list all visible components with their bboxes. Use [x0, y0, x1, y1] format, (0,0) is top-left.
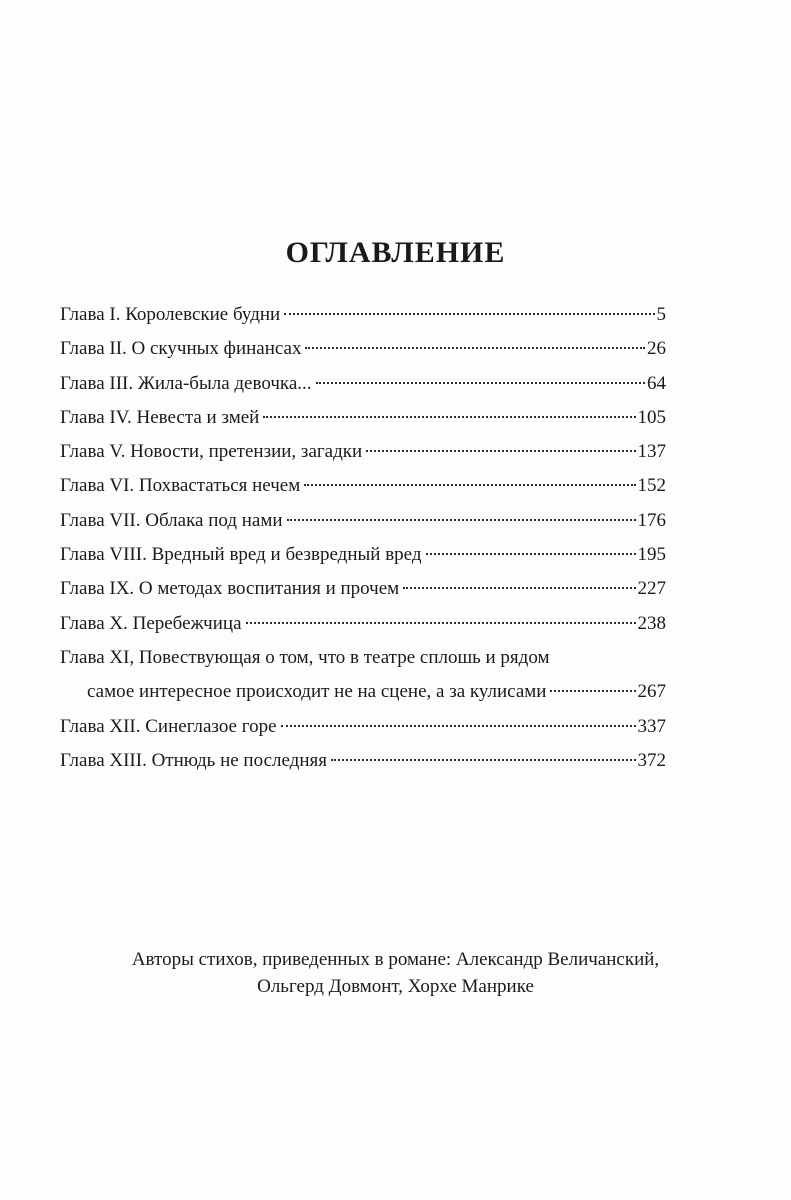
toc-page-number: 337	[637, 715, 666, 737]
toc-entry-8	[60, 538, 666, 572]
toc-entry-label: Глава XI, Повествующая о том, что в театре сплошь и рядом	[60, 646, 550, 668]
authors-line-2: Ольгерд Довмонт, Хорхе Манрике	[257, 976, 534, 997]
toc-entry-label: Глава X. Перебежчица	[60, 612, 242, 634]
dot-leader	[316, 382, 645, 384]
toc-page-number: 267	[637, 681, 666, 703]
toc-entry-label: Глава XII. Синеглазое горе	[60, 715, 277, 737]
toc-page-number: 64	[647, 372, 666, 394]
toc-entry-13	[60, 744, 666, 778]
dot-leader	[284, 313, 654, 315]
toc-entry-continuation	[60, 675, 666, 709]
toc-page-number: 26	[647, 338, 666, 360]
toc-entry-label: Глава V. Новости, претензии, загадки	[60, 441, 363, 463]
page-title: ОГЛАВЛЕНИЕ	[285, 236, 506, 269]
toc-entry-label: Глава II. О скучных финансах	[60, 338, 302, 360]
toc-entry-7	[60, 504, 666, 538]
toc-page-number: 227	[637, 578, 666, 600]
toc-page-number: 137	[637, 441, 666, 463]
toc-page-number: 176	[637, 509, 666, 531]
table-of-contents	[60, 298, 666, 778]
dot-leader	[366, 450, 635, 452]
toc-entry-3	[60, 367, 666, 401]
toc-entry-10	[60, 607, 666, 641]
dot-leader	[246, 622, 636, 624]
toc-entry-label: Глава VII. Облака под нами	[60, 509, 283, 531]
dot-leader	[281, 725, 636, 727]
toc-entry-label: Глава III. Жила-была девочка...	[60, 372, 312, 394]
toc-entry-6	[60, 469, 666, 503]
toc-entry-5	[60, 435, 666, 469]
toc-entry-label: Глава IV. Невеста и змей	[60, 406, 260, 428]
toc-entry-11	[60, 641, 666, 710]
dot-leader	[331, 759, 636, 761]
toc-entry-label: Глава VI. Похвастаться нечем	[60, 475, 301, 497]
toc-page-number: 105	[637, 406, 666, 428]
toc-page-number: 5	[656, 304, 666, 325]
dot-leader	[304, 484, 635, 486]
toc-entry-label: Глава VIII. Вредный вред и безвредный вред	[60, 544, 422, 566]
toc-page-number: 152	[637, 475, 666, 497]
dot-leader	[287, 519, 636, 521]
dot-leader	[426, 553, 636, 555]
authors-line-1: Авторы стихов, приведенных в романе: Александр Величанский,	[131, 949, 660, 970]
toc-entry-2	[60, 332, 666, 366]
toc-entry-label: Глава IX. О методах воспитания и прочем	[60, 578, 400, 600]
dot-leader	[550, 690, 635, 692]
toc-entry-label: Глава XIII. Отнюдь не последняя	[60, 749, 327, 771]
dot-leader	[305, 347, 645, 349]
dot-leader	[403, 587, 635, 589]
poem-authors-note	[0, 946, 791, 1000]
toc-entry-label: Глава I. Королевские будни	[60, 304, 281, 325]
toc-entry-12	[60, 710, 666, 744]
toc-entry-4	[60, 401, 666, 435]
toc-page-number: 238	[637, 612, 666, 634]
dot-leader	[263, 416, 635, 418]
toc-entry-label-continued: самое интересное происходит не на сцене, а за кулисами	[87, 681, 547, 703]
toc-page-number: 195	[637, 544, 666, 566]
toc-page-number: 372	[637, 749, 666, 771]
toc-entry-1	[60, 298, 666, 332]
toc-entry-9	[60, 572, 666, 606]
